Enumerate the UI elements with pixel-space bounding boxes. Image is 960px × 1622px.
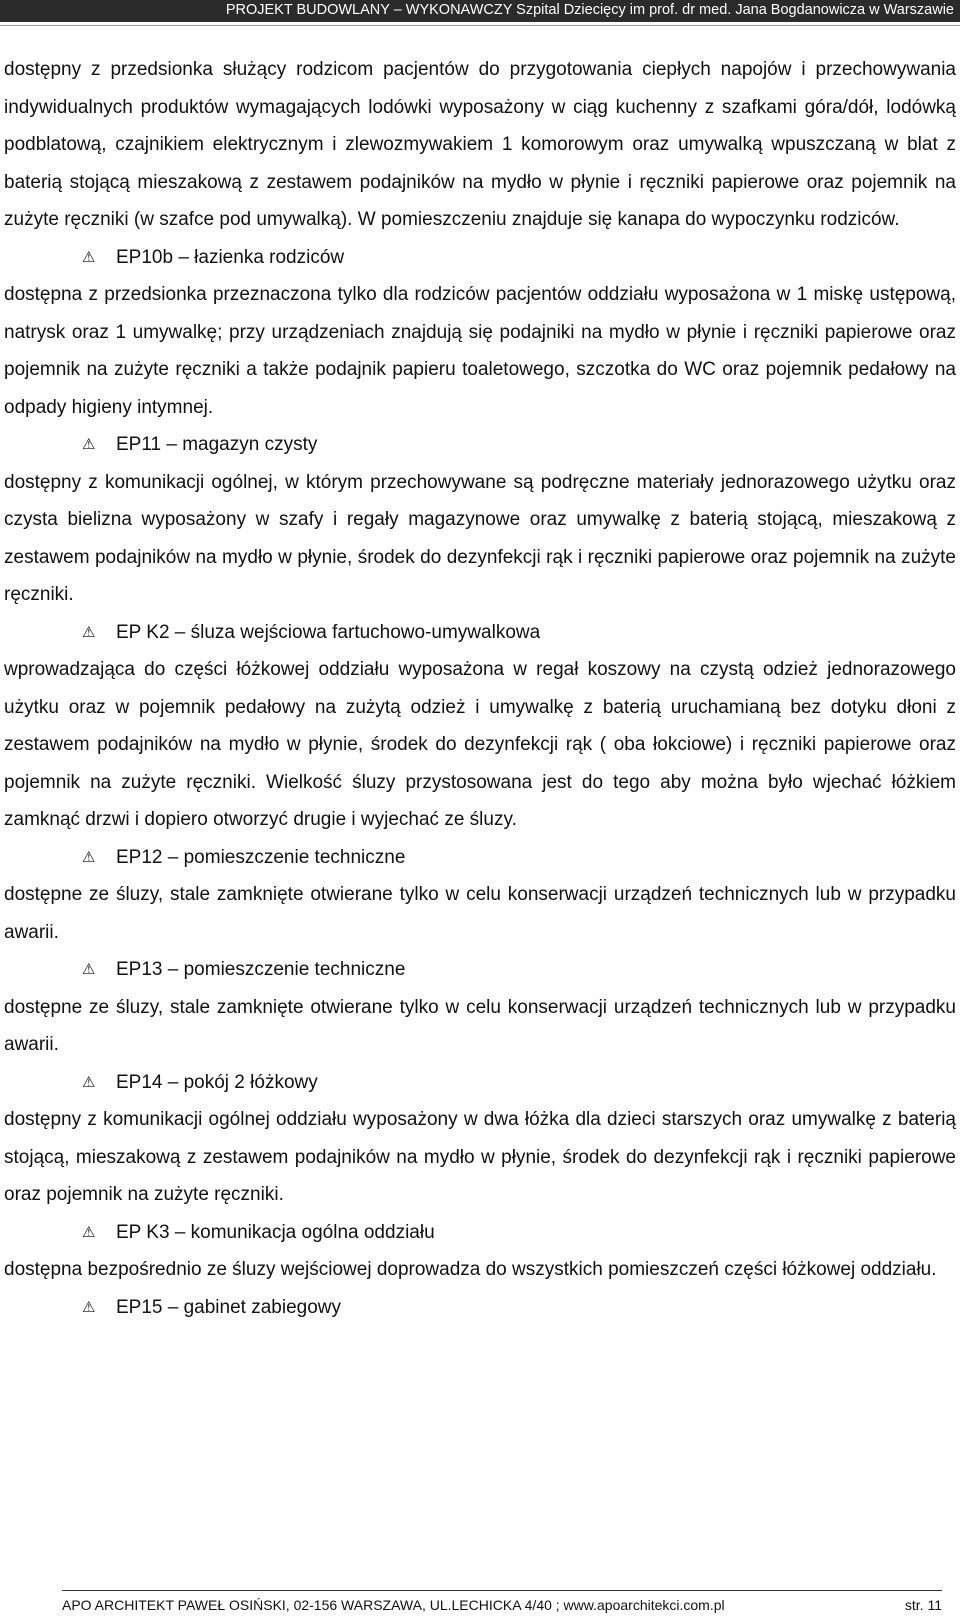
section-heading-epk3 [4,1214,956,1252]
document-body [4,51,956,1326]
section-heading-ep14 [4,1064,956,1102]
warning-bullet-icon: ⚠ [82,1298,96,1316]
footer-company-info: APO ARCHITEKT PAWEŁ OSIŃSKI, 02-156 WARSZAWA, UL.LECHICKA 4/40 ; www.apoarchitekci.com.pl [62,1597,725,1613]
paragraph-ep12: dostępne ze śluzy, stale zamknięte otwierane tylko w celu konserwacji urządzeń technicznych lub w przypadku awarii. [4,884,956,943]
section-heading-ep11 [4,426,956,464]
heading-label: EP12 – pomieszczenie techniczne [116,846,406,868]
warning-bullet-icon: ⚠ [82,1073,96,1091]
section-heading-ep13 [4,951,956,989]
warning-bullet-icon: ⚠ [82,623,96,641]
document-title: PROJEKT BUDOWLANY – WYKONAWCZY Szpital Dziecięcy im prof. dr med. Jana Bogdanowicza w Warszawie [225,2,954,18]
paragraph-epk2: wprowadzająca do części łóżkowej oddziału wyposażona w regał koszowy na czystą odzież jednorazowego użytku oraz w pojemnik pedałowy na zużytą odzież i umywalkę z baterią uruchamianą bez dotyku dłoni z zestawem podajników na mydło w płynie, środek do dezynfekcji rąk ( oba łokciowe) i ręczniki papierowe oraz pojemnik na zużyte ręczniki. Wielkość śluzy przystosowana jest do tego aby można było wjechać łóżkiem zamknąć drzwi i dopiero otworzyć drugie i wyjechać ze śluzy. [4,659,956,830]
section-heading-ep15 [4,1289,956,1327]
section-heading-epk2 [4,614,956,652]
page-header-bar [0,0,960,22]
warning-bullet-icon: ⚠ [82,961,96,978]
paragraph-ep10b: dostępna z przedsionka przeznaczona tylko dla rodziców pacjentów oddziału wyposażona w 1 miskę ustępową, natrysk oraz 1 umywalkę; przy urządzeniach znajdują się podajniki na mydło w płynie i ręczniki papierowe oraz pojemnik na zużyte ręczniki a także podajnik papieru toaletowego, szczotka do WC oraz pojemnik pedałowy na odpady higieny intymnej. [4,284,956,418]
paragraph-epk3: dostępna bezpośrednio ze śluzy wejściowej doprowadza do wszystkich pomieszczeń części łóżkowej oddziału. [4,1259,937,1280]
section-heading-ep10b [4,239,956,277]
warning-bullet-icon: ⚠ [82,1223,96,1241]
paragraph-ep13: dostępne ze śluzy, stale zamknięte otwierane tylko w celu konserwacji urządzeń technicznych lub w przypadku awarii. [4,996,956,1055]
paragraph-kitchenette: dostępny z przedsionka służący rodzicom pacjentów do przygotowania ciepłych napojów i przechowywania indywidualnych produktów wymagających lodówki wyposażony w ciąg kuchenny z szafkami góra/dół, lodówką podblatową, czajnikiem elektrycznym i zlewozmywakiem 1 komorowym oraz umywalką wpuszczaną w blat z baterią stojącą mieszakową z zestawem podajników na mydło w płynie i ręczniki papierowe oraz pojemnik na zużyte ręczniki (w szafce pod umywalką). W pomieszczeniu znajduje się kanapa do wypoczynku rodziców. [4,59,956,230]
heading-label: EP15 – gabinet zabiegowy [116,1296,341,1318]
page-footer [62,1590,942,1613]
heading-label: EP K3 – komunikacja ogólna oddziału [116,1221,435,1243]
paragraph-ep11: dostępny z komunikacji ogólnej, w którym przechowywane są podręczne materiały jednorazowego użytku oraz czysta bielizna wyposażony w szafy i regały magazynowe oraz umywalkę z baterią stojącą, mieszakową z zestawem podajników na mydło w płynie, środek do dezynfekcji rąk i ręczniki papierowe oraz pojemnik na zużyte ręczniki. [4,471,956,605]
heading-label: EP11 – magazyn czysty [116,434,318,455]
header-divider [0,25,960,26]
heading-label: EP K2 – śluza wejściowa fartuchowo-umywalkowa [116,621,541,643]
heading-label: EP14 – pokój 2 łóżkowy [116,1071,318,1093]
warning-bullet-icon: ⚠ [82,848,96,866]
heading-label: EP13 – pomieszczenie techniczne [116,959,406,980]
heading-label: EP10b – łazienka rodziców [116,246,345,268]
warning-bullet-icon: ⚠ [82,436,96,453]
section-heading-ep12 [4,839,956,877]
paragraph-ep14: dostępny z komunikacji ogólnej oddziału wyposażony w dwa łóżka dla dzieci starszych oraz umywalkę z baterią stojącą, mieszakową z zestawem podajników na mydło w płynie, środek do dezynfekcji rąk i ręczniki papierowe oraz pojemnik na zużyte ręczniki. [4,1109,956,1205]
warning-bullet-icon: ⚠ [82,248,96,266]
page-number: str. 11 [904,1597,942,1613]
